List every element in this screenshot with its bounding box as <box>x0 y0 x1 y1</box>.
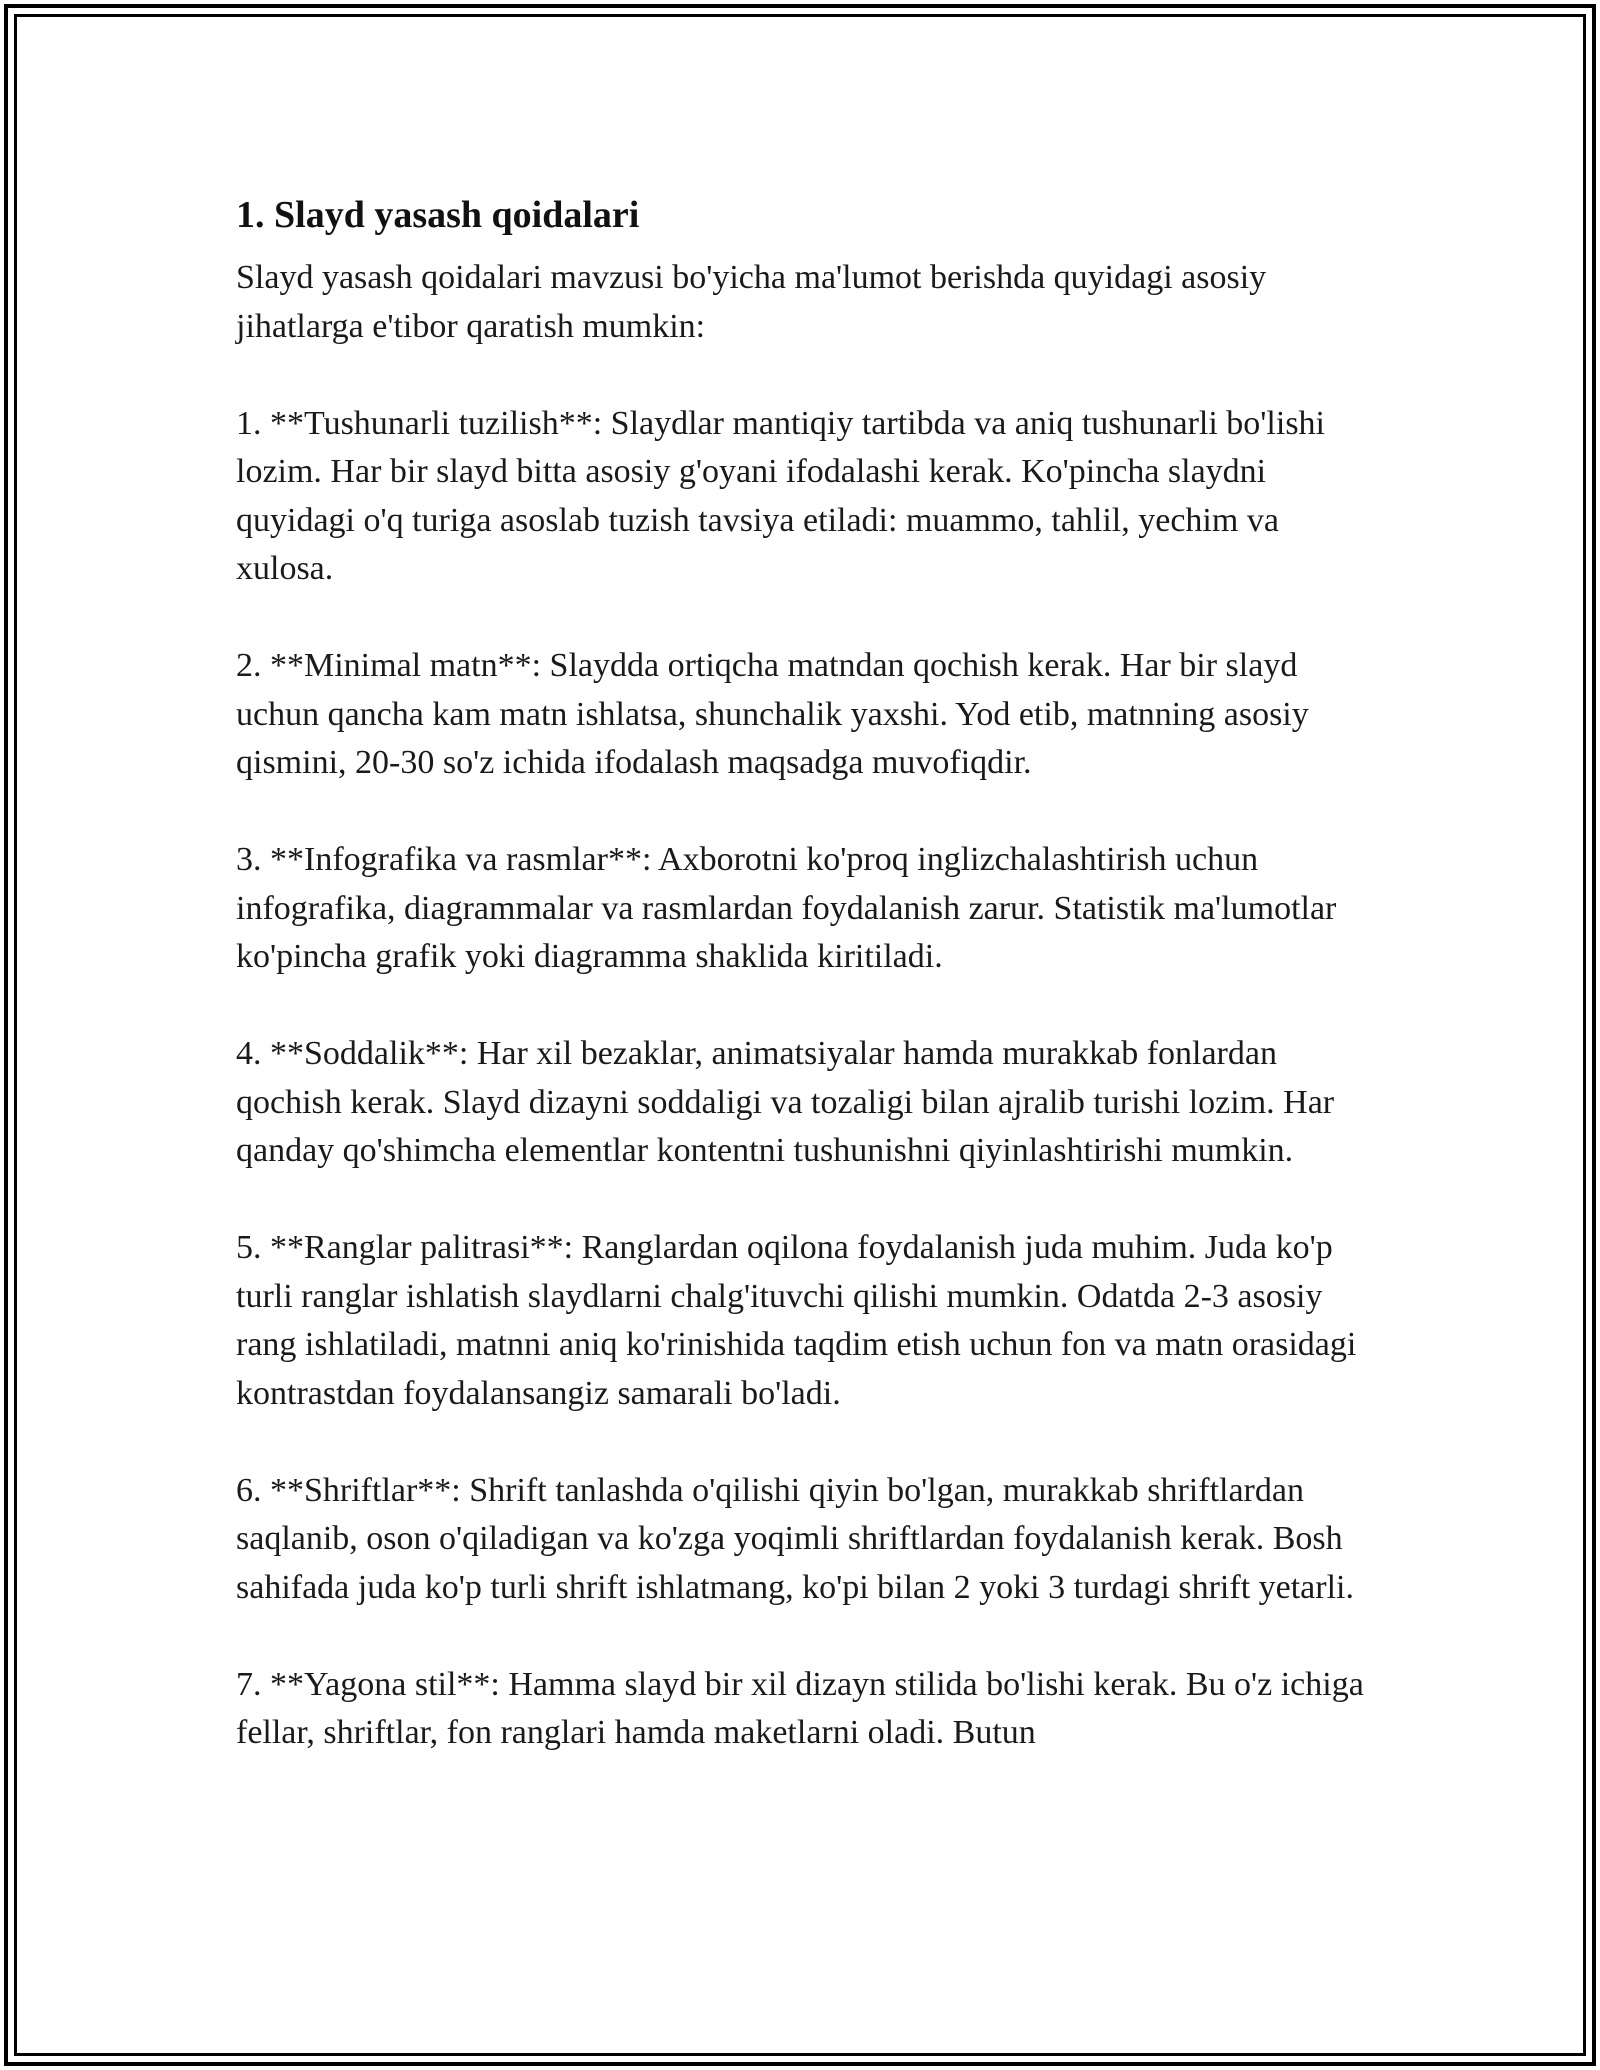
rule-item-7: 7. **Yagona stil**: Hamma slayd bir xil dizayn stilida bo'lishi kerak. Bu o'z ichiga fellar, shriftlar, fon ranglari hamda maketlarni oladi. Butun <box>236 1665 1364 1751</box>
rule-item-6: 6. **Shriftlar**: Shrift tanlashda o'qilishi qiyin bo'lgan, murakkab shriftlardan saqlanib, oson o'qiladigan va ko'zga yoqimli shriftlardan foydalanish kerak. Bosh sahifada juda ko'p turli shrift ishlatmang, ko'pi bilan 2 yoki 3 turdagi shrift yetarli. <box>236 1471 1354 1606</box>
intro-paragraph: Slayd yasash qoidalari mavzusi bo'yicha ma'lumot berishda quyidagi asosiy jihatlarga e'tibor qaratish mumkin: <box>236 259 1267 345</box>
rule-item-3: 3. **Infografika va rasmlar**: Axborotni ko'proq inglizchalashtirish uchun infografika, diagrammalar va rasmlardan foydalanish zarur. Statistik ma'lumotlar ko'pincha grafik yoki diagramma shaklida kiritiladi. <box>236 841 1337 975</box>
rule-item-1: 1. **Tushunarli tuzilish**: Slaydlar mantiqiy tartibda va aniq tushunarli bo'lishi lozim. Har bir slayd bitta asosiy g'oyani ifodalashi kerak. Ko'pincha slaydni quyidagi o'q turiga asoslab tuzish tavsiya etiladi: muammo, tahlil, yechim va xulosa. <box>236 404 1325 587</box>
page-title: 1. Slayd yasash qoidalari <box>236 194 640 236</box>
rule-item-2: 2. **Minimal matn**: Slaydda ortiqcha matndan qochish kerak. Har bir slayd uchun qancha kam matn ishlatsa, shunchalik yaxshi. Yod etib, matnning asosiy qismini, 20-30 so'z ichida ifodalash maqsadga muvofiqdir. <box>236 647 1309 781</box>
rule-item-4: 4. **Soddalik**: Har xil bezaklar, animatsiyalar hamda murakkab fonlardan qochish kerak. Slayd dizayni soddaligi va tozaligi bilan ajralib turishi lozim. Har qanday qo'shimcha elementlar kontentni tushunishni qiyinlashtirishi mumkin. <box>236 1035 1335 1169</box>
rule-item-5: 5. **Ranglar palitrasi**: Ranglardan oqilona foydalanish juda muhim. Juda ko'p turli ranglar ishlatish slaydlarni chalg'ituvchi qilishi mumkin. Odatda 2-3 asosiy rang ishlatiladi, matnni aniq ko'rinishida taqdim etish uchun fon va matn orasidagi kontrastdan foydalansangiz samarali bo'ladi. <box>236 1229 1357 1412</box>
document-body <box>236 184 1366 1758</box>
